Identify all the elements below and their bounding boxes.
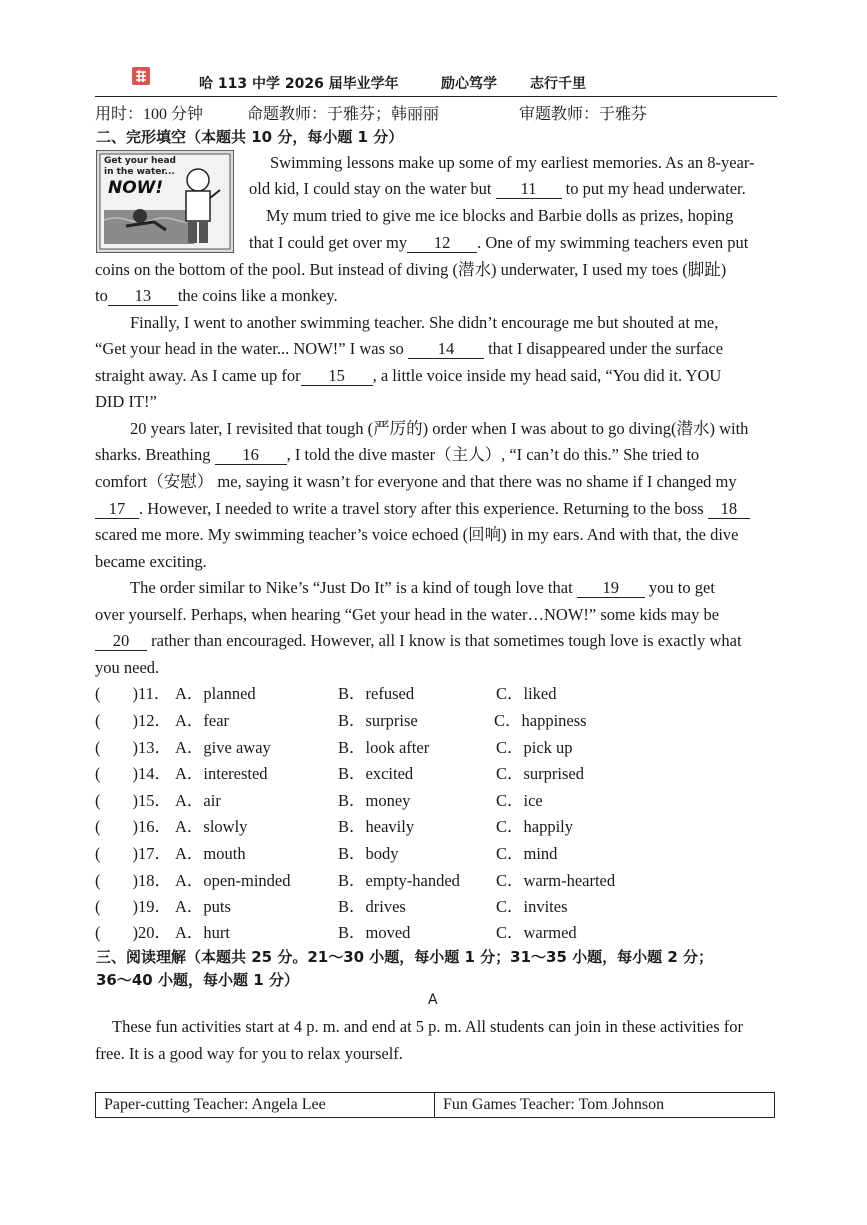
blank-19[interactable]: 19 <box>577 579 645 598</box>
question-number: )20． <box>132 923 171 942</box>
answer-paren[interactable]: ( <box>95 764 101 783</box>
cartoon-caption-3: NOW! <box>108 178 164 198</box>
option-c[interactable]: C．pick up <box>496 738 573 757</box>
blank-14[interactable]: 14 <box>408 340 484 359</box>
question-number: )17． <box>132 844 171 863</box>
option-b[interactable]: B．drives <box>338 897 406 916</box>
blank-15[interactable]: 15 <box>301 367 373 386</box>
question-row <box>95 737 171 759</box>
option-a[interactable]: A．fear <box>175 711 230 730</box>
blank-18[interactable]: 18 <box>708 500 750 519</box>
exam-setters: 命题教师：于雅芬；韩丽丽 <box>247 106 440 123</box>
question-row <box>95 683 170 705</box>
question-number: )18． <box>132 871 171 890</box>
question-number: )16． <box>132 817 171 836</box>
reading-intro-line-2: free. It is a good way for you to relax yourself. <box>95 1044 403 1063</box>
option-b[interactable]: B．money <box>338 791 411 810</box>
answer-paren[interactable]: ( <box>95 738 101 757</box>
question-row <box>95 763 171 785</box>
question-row <box>95 870 171 892</box>
blank-16[interactable]: 16 <box>215 446 287 465</box>
blank-13[interactable]: 13 <box>108 287 178 306</box>
question-number: )13． <box>132 738 171 757</box>
table-row <box>96 1093 775 1118</box>
option-b[interactable]: B．body <box>338 844 399 863</box>
exam-time: 用时：100 分钟 <box>95 106 204 123</box>
section-3-heading-line-1: 三、阅读理解（本题共 25 分。21～30 小题，每小题 1 分；31～35 小题，每小题 2 分； <box>96 948 714 966</box>
option-b[interactable]: B．refused <box>338 684 415 703</box>
blank-12[interactable]: 12 <box>407 234 477 253</box>
school-seal-icon <box>131 66 151 86</box>
answer-paren[interactable]: ( <box>95 871 101 890</box>
passage-line-17: The order similar to Nike’s “Just Do It” is a kind of tough love that 19 you to get <box>130 578 715 597</box>
passage-line-6: to 13 the coins like a monkey. <box>95 286 338 305</box>
passage-line-19: 20 rather than encouraged. However, all I know is that sometimes tough love is exactly what <box>95 628 742 654</box>
passage-line-9: straight away. As I came up for 15 , a little voice inside my head said, “You did it. YOU <box>95 366 722 385</box>
option-a[interactable]: A．air <box>175 791 221 810</box>
blank-17[interactable]: 17 <box>95 500 139 519</box>
question-row <box>95 816 171 838</box>
passage-line-4: that I could get over my 12 . One of my swimming teachers even put <box>249 233 749 252</box>
option-b[interactable]: B．surprise <box>338 711 418 730</box>
passage-line-10: DID IT!” <box>95 392 157 411</box>
option-b[interactable]: B．heavily <box>338 817 415 836</box>
passage-line-3: My mum tried to give me ice blocks and Barbie dolls as prizes, hoping <box>266 206 734 225</box>
question-row <box>95 922 171 944</box>
question-number: )12． <box>132 711 171 730</box>
header-title: 哈 113 中学 2026 届毕业学年 <box>199 76 399 92</box>
option-a[interactable]: A．puts <box>175 897 231 916</box>
question-row <box>95 710 171 732</box>
option-b[interactable]: B．moved <box>338 923 411 942</box>
question-number: )19． <box>132 897 171 916</box>
option-c[interactable]: C．ice <box>496 791 543 810</box>
answer-paren[interactable]: ( <box>95 711 101 730</box>
passage-line-18: over yourself. Perhaps, when hearing “Get your head in the water…NOW!” some kids may be <box>95 605 720 624</box>
passage-line-20: you need. <box>95 658 160 677</box>
passage-line-13: comfort（安慰） me, saying it wasn’t for everyone and that there was no shame if I changed my <box>95 472 737 491</box>
option-a[interactable]: A．slowly <box>175 817 248 836</box>
header-motto-2: 志行千里 <box>530 76 586 92</box>
passage-line-2: old kid, I could stay on the water but 11 to put my head underwater. <box>249 179 746 198</box>
passage-line-16: became exciting. <box>95 552 207 571</box>
table-cell-paper-cutting: Paper-cutting Teacher: Angela Lee <box>96 1093 435 1118</box>
question-row <box>95 896 171 918</box>
blank-20[interactable]: 20 <box>95 632 147 651</box>
option-c[interactable]: C．warm-hearted <box>496 871 616 890</box>
option-a[interactable]: A．interested <box>175 764 268 783</box>
option-c[interactable]: C．liked <box>496 684 557 703</box>
option-a[interactable]: A．open-minded <box>175 871 291 890</box>
reading-intro-line-1: These fun activities start at 4 p. m. and end at 5 p. m. All students can join in these activities for <box>112 1017 743 1036</box>
header-motto-1: 励心笃学 <box>441 76 497 92</box>
answer-paren[interactable]: ( <box>95 897 101 916</box>
option-c[interactable]: C．warmed <box>496 923 577 942</box>
option-c[interactable]: C．happiness <box>494 711 587 730</box>
passage-line-7: Finally, I went to another swimming teacher. She didn’t encourage me but shouted at me, <box>130 313 719 332</box>
section-2-heading: 二、完形填空（本题共 10 分，每小题 1 分） <box>96 128 404 146</box>
option-a[interactable]: A．planned <box>175 684 256 703</box>
passage-line-8: “Get your head in the water... NOW!” I was so 14 that I disappeared under the surface <box>95 339 724 358</box>
question-number: )11． <box>132 684 171 703</box>
option-b[interactable]: B．excited <box>338 764 414 783</box>
question-number: )14． <box>132 764 171 783</box>
header-divider <box>95 96 777 97</box>
blank-11[interactable]: 11 <box>496 180 562 199</box>
answer-paren[interactable]: ( <box>95 923 101 942</box>
option-a[interactable]: A．give away <box>175 738 271 757</box>
answer-paren[interactable]: ( <box>95 791 101 810</box>
passage-line-14: 17 . However, I needed to write a travel story after this experience. Returning to the boss 18 <box>95 496 750 522</box>
passage-line-15: scared me more. My swimming teacher’s voice echoed (回响) in my ears. And with that, the dive <box>95 525 739 544</box>
table-cell-fun-games: Fun Games Teacher: Tom Johnson <box>435 1093 775 1118</box>
question-row <box>95 790 171 812</box>
option-c[interactable]: C．surprised <box>496 764 584 783</box>
cartoon-caption-1: Get your head <box>104 156 176 166</box>
option-a[interactable]: A．mouth <box>175 844 246 863</box>
option-c[interactable]: C．invites <box>496 897 568 916</box>
passage-line-1: Swimming lessons make up some of my earliest memories. As an 8-year- <box>270 153 755 172</box>
passage-line-11: 20 years later, I revisited that tough (严厉的) order when I was about to go diving(潜水) with <box>130 419 749 438</box>
cartoon-illustration <box>96 150 234 253</box>
option-b[interactable]: B．empty-handed <box>338 871 460 890</box>
activities-table <box>95 1092 775 1118</box>
exam-reviewer: 审题教师：于雅芬 <box>519 106 648 123</box>
part-label: A <box>428 992 438 1008</box>
question-number: )15． <box>132 791 171 810</box>
answer-paren[interactable]: ( <box>95 817 101 836</box>
passage-line-12: sharks. Breathing 16 , I told the dive master（主人）, “I can’t do this.” She tried to <box>95 445 700 464</box>
passage-line-5: coins on the bottom of the pool. But instead of diving (潜水) underwater, I used my toes (脚趾) <box>95 260 727 279</box>
question-row <box>95 843 171 865</box>
option-c[interactable]: C．happily <box>496 817 573 836</box>
section-3-heading-line-2: 36～40 小题，每小题 1 分） <box>96 971 299 989</box>
answer-paren[interactable]: ( <box>95 844 101 863</box>
cartoon-caption-2: in the water... <box>104 167 175 177</box>
option-c[interactable]: C．mind <box>496 844 558 863</box>
option-a[interactable]: A．hurt <box>175 923 230 942</box>
answer-paren[interactable]: ( <box>95 684 101 703</box>
option-b[interactable]: B．look after <box>338 738 430 757</box>
